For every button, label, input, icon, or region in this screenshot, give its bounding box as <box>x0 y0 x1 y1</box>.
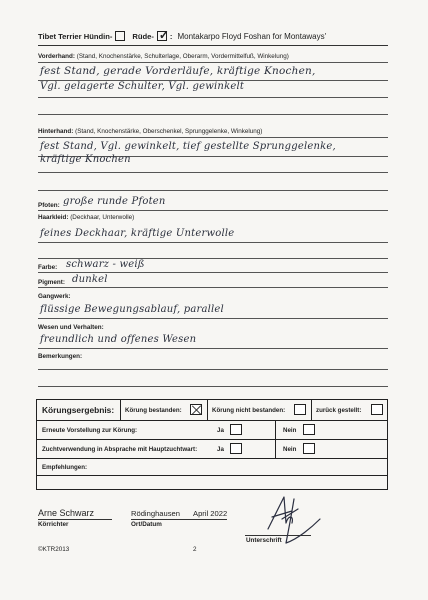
pigment-label: Pigment: <box>38 279 65 286</box>
header-row: Tibet Terrier Hündin- Rüde- ✓ : Montakarpo Floyd Foshan for Montaways' <box>38 31 326 41</box>
vorderhand-line-2: Vgl. gelagerte Schulter, Vgl. gewinkelt <box>40 81 245 92</box>
empfehlungen-label: Empfehlungen: <box>42 464 88 471</box>
rule <box>38 114 388 115</box>
empfehlungen-row <box>37 459 387 476</box>
rule <box>38 348 388 349</box>
rule <box>131 519 227 520</box>
koerrichter-label: Körrichter <box>38 521 69 528</box>
datum-value: April 2022 <box>193 509 228 518</box>
separator <box>120 400 121 421</box>
ruede-label: Rüde- <box>132 31 154 41</box>
farbe-label: Farbe: <box>38 264 58 271</box>
koerungsergebnis-title: Körungsergebnis: <box>42 405 115 415</box>
erneute-nein-label: Nein <box>283 427 297 434</box>
rule <box>38 272 388 273</box>
bestanden-checkbox[interactable] <box>190 404 202 415</box>
nicht-bestanden-label: Körung nicht bestanden: <box>212 407 286 414</box>
rule <box>38 62 388 63</box>
rule <box>38 172 388 173</box>
farbe-value: schwarz - weiß <box>66 259 145 270</box>
unterschrift-label: Unterschrift <box>246 537 282 544</box>
ort-value: Rödinghausen <box>131 509 180 518</box>
rule <box>38 519 112 520</box>
vorderhand-label-row: Vorderhand: (Stand, Knochenstärke, Schulterlage, Oberarm, Vordermittelfuß, Winkelung) <box>38 53 289 60</box>
zucht-nein-label: Nein <box>283 446 297 453</box>
copyright: ©KTR2013 <box>38 546 70 553</box>
haarkleid-value: feines Deckhaar, kräftige Unterwolle <box>40 228 235 239</box>
rule <box>38 242 388 243</box>
huendin-label: Tibet Terrier Hündin- <box>38 31 113 41</box>
rule <box>38 386 388 387</box>
zucht-ja-checkbox[interactable] <box>230 443 242 454</box>
bestanden-label: Körung bestanden: <box>125 407 182 414</box>
wesen-label: Wesen und Verhalten: <box>38 324 104 331</box>
wesen-value: freundlich und offenes Wesen <box>40 334 197 345</box>
erneute-row <box>37 421 387 440</box>
separator <box>207 400 208 421</box>
rule <box>38 369 388 370</box>
erneute-label: Erneute Vorstellung zur Körung: <box>42 427 138 434</box>
hinterhand-line-2: kräftige Knochen <box>40 154 131 165</box>
dog-name: Montakarpo Floyd Foshan for Montaways' <box>177 31 327 41</box>
pfoten-label: Pfoten: <box>38 202 60 209</box>
zucht-row <box>37 440 387 459</box>
separator <box>275 440 276 459</box>
pigment-value: dunkel <box>72 274 108 285</box>
erneute-ja-checkbox[interactable] <box>230 424 242 435</box>
zurueck-checkbox[interactable] <box>371 404 383 415</box>
ruede-checkbox[interactable] <box>157 31 167 41</box>
koerrichter-name: Arne Schwarz <box>38 508 95 518</box>
ort-datum-label: Ort/Datum <box>131 521 162 528</box>
zucht-nein-checkbox[interactable] <box>303 443 315 454</box>
huendin-checkbox[interactable] <box>115 31 125 41</box>
zucht-ja-label: Ja <box>217 446 224 453</box>
ergebnis-row <box>37 400 387 421</box>
erneute-ja-label: Ja <box>217 427 224 434</box>
erneute-nein-checkbox[interactable] <box>303 424 315 435</box>
separator <box>311 400 312 421</box>
bemerkungen-label: Bemerkungen: <box>38 353 83 360</box>
gangwerk-label: Gangwerk: <box>38 293 71 300</box>
header-underline <box>38 45 388 46</box>
separator <box>275 421 276 440</box>
zurueck-label: zurück gestellt: <box>316 407 362 414</box>
rule <box>38 97 388 98</box>
hinterhand-label-row: Hinterhand: (Stand, Knochenstärke, Oberschenkel, Sprunggelenke, Winkelung) <box>38 128 263 135</box>
koerungsergebnis-box <box>36 399 388 490</box>
rule <box>38 190 388 191</box>
gangwerk-value: flüssige Bewegungsablauf, parallel <box>40 304 224 315</box>
vorderhand-line-1: fest Stand, gerade Vorderläufe, kräftige Knochen, <box>40 65 316 77</box>
zucht-label: Zuchtverwendung in Absprache mit Hauptzuchtwart: <box>42 446 198 453</box>
rule <box>38 318 388 319</box>
haarkleid-label-row: Haarkleid: (Deckhaar, Unterwolle) <box>38 214 135 221</box>
page-number: 2 <box>193 546 197 553</box>
nicht-bestanden-checkbox[interactable] <box>294 404 306 415</box>
rule <box>38 137 388 138</box>
signature-scribble <box>262 489 332 547</box>
rule <box>38 287 388 288</box>
rule <box>38 210 388 211</box>
pfoten-value: große runde Pfoten <box>63 196 166 207</box>
hinterhand-line-1: fest Stand, Vgl. gewinkelt, tief gestellte Sprunggelenke, <box>40 141 336 152</box>
